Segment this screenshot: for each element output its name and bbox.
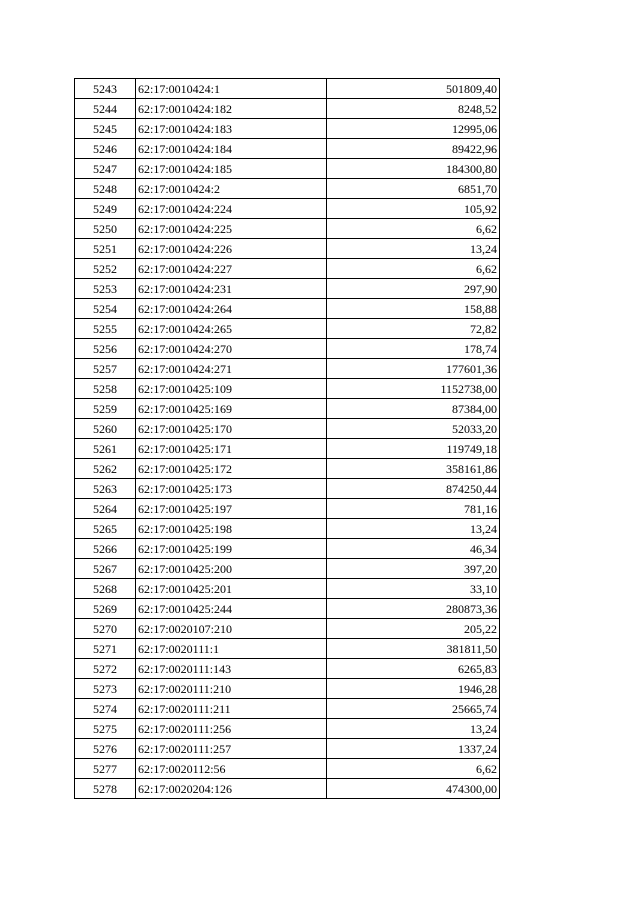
row-number-cell: 5274 <box>75 699 136 719</box>
value-cell: 89422,96 <box>327 139 500 159</box>
table-row <box>75 259 500 279</box>
row-number-cell: 5249 <box>75 199 136 219</box>
value-cell: 6,62 <box>327 759 500 779</box>
table-row <box>75 179 500 199</box>
cadastral-number-cell: 62:17:0010425:172 <box>136 459 327 479</box>
cadastral-number-cell: 62:17:0010424:225 <box>136 219 327 239</box>
cadastral-number-cell: 62:17:0010425:173 <box>136 479 327 499</box>
cadastral-number-cell: 62:17:0010425:198 <box>136 519 327 539</box>
cadastral-number-cell: 62:17:0020111:211 <box>136 699 327 719</box>
table-row <box>75 379 500 399</box>
cadastral-number-cell: 62:17:0020112:56 <box>136 759 327 779</box>
table-row <box>75 319 500 339</box>
table-row <box>75 539 500 559</box>
value-cell: 52033,20 <box>327 419 500 439</box>
row-number-cell: 5269 <box>75 599 136 619</box>
value-cell: 46,34 <box>327 539 500 559</box>
table-row <box>75 359 500 379</box>
row-number-cell: 5258 <box>75 379 136 399</box>
row-number-cell: 5265 <box>75 519 136 539</box>
row-number-cell: 5250 <box>75 219 136 239</box>
value-cell: 280873,36 <box>327 599 500 619</box>
value-cell: 1337,24 <box>327 739 500 759</box>
value-cell: 6851,70 <box>327 179 500 199</box>
row-number-cell: 5270 <box>75 619 136 639</box>
table-row <box>75 719 500 739</box>
cadastral-number-cell: 62:17:0010425:169 <box>136 399 327 419</box>
value-cell: 874250,44 <box>327 479 500 499</box>
table-row <box>75 519 500 539</box>
value-cell: 205,22 <box>327 619 500 639</box>
table-row <box>75 599 500 619</box>
cadastral-number-cell: 62:17:0010425:199 <box>136 539 327 559</box>
table-row <box>75 139 500 159</box>
value-cell: 25665,74 <box>327 699 500 719</box>
cadastral-number-cell: 62:17:0020107:210 <box>136 619 327 639</box>
table-row <box>75 439 500 459</box>
table-row <box>75 499 500 519</box>
cadastral-number-cell: 62:17:0010425:244 <box>136 599 327 619</box>
row-number-cell: 5248 <box>75 179 136 199</box>
cadastral-value-table <box>74 78 500 799</box>
table-row <box>75 559 500 579</box>
table-row <box>75 399 500 419</box>
table-row <box>75 159 500 179</box>
table-row <box>75 239 500 259</box>
cadastral-number-cell: 62:17:0010424:183 <box>136 119 327 139</box>
value-cell: 119749,18 <box>327 439 500 459</box>
cadastral-number-cell: 62:17:0020111:210 <box>136 679 327 699</box>
row-number-cell: 5246 <box>75 139 136 159</box>
row-number-cell: 5272 <box>75 659 136 679</box>
table-row <box>75 699 500 719</box>
cadastral-number-cell: 62:17:0010424:224 <box>136 199 327 219</box>
row-number-cell: 5266 <box>75 539 136 559</box>
value-cell: 781,16 <box>327 499 500 519</box>
table-row <box>75 419 500 439</box>
row-number-cell: 5251 <box>75 239 136 259</box>
row-number-cell: 5260 <box>75 419 136 439</box>
row-number-cell: 5243 <box>75 79 136 99</box>
cadastral-number-cell: 62:17:0020111:1 <box>136 639 327 659</box>
row-number-cell: 5267 <box>75 559 136 579</box>
cadastral-number-cell: 62:17:0010425:171 <box>136 439 327 459</box>
value-cell: 501809,40 <box>327 79 500 99</box>
cadastral-number-cell: 62:17:0020111:143 <box>136 659 327 679</box>
row-number-cell: 5256 <box>75 339 136 359</box>
cadastral-number-cell: 62:17:0010424:231 <box>136 279 327 299</box>
value-cell: 184300,80 <box>327 159 500 179</box>
value-cell: 177601,36 <box>327 359 500 379</box>
row-number-cell: 5273 <box>75 679 136 699</box>
row-number-cell: 5271 <box>75 639 136 659</box>
cadastral-number-cell: 62:17:0010424:264 <box>136 299 327 319</box>
row-number-cell: 5247 <box>75 159 136 179</box>
value-cell: 13,24 <box>327 719 500 739</box>
cadastral-number-cell: 62:17:0010424:271 <box>136 359 327 379</box>
table-row <box>75 639 500 659</box>
row-number-cell: 5254 <box>75 299 136 319</box>
row-number-cell: 5259 <box>75 399 136 419</box>
value-cell: 158,88 <box>327 299 500 319</box>
row-number-cell: 5244 <box>75 99 136 119</box>
table-row <box>75 219 500 239</box>
cadastral-number-cell: 62:17:0020204:126 <box>136 779 327 799</box>
value-cell: 1946,28 <box>327 679 500 699</box>
table-row <box>75 779 500 799</box>
cadastral-number-cell: 62:17:0020111:257 <box>136 739 327 759</box>
table-row <box>75 299 500 319</box>
value-cell: 72,82 <box>327 319 500 339</box>
table-row <box>75 119 500 139</box>
value-cell: 105,92 <box>327 199 500 219</box>
cadastral-number-cell: 62:17:0010424:2 <box>136 179 327 199</box>
row-number-cell: 5261 <box>75 439 136 459</box>
cadastral-number-cell: 62:17:0010424:182 <box>136 99 327 119</box>
value-cell: 12995,06 <box>327 119 500 139</box>
cadastral-number-cell: 62:17:0010424:184 <box>136 139 327 159</box>
value-cell: 381811,50 <box>327 639 500 659</box>
table-row <box>75 619 500 639</box>
table-row <box>75 199 500 219</box>
cadastral-number-cell: 62:17:0010425:170 <box>136 419 327 439</box>
table-body <box>75 79 500 799</box>
row-number-cell: 5275 <box>75 719 136 739</box>
value-cell: 8248,52 <box>327 99 500 119</box>
value-cell: 13,24 <box>327 519 500 539</box>
cadastral-number-cell: 62:17:0010424:1 <box>136 79 327 99</box>
value-cell: 6265,83 <box>327 659 500 679</box>
row-number-cell: 5245 <box>75 119 136 139</box>
cadastral-number-cell: 62:17:0010424:265 <box>136 319 327 339</box>
table-row <box>75 339 500 359</box>
value-cell: 178,74 <box>327 339 500 359</box>
cadastral-number-cell: 62:17:0010424:270 <box>136 339 327 359</box>
table-row <box>75 459 500 479</box>
cadastral-number-cell: 62:17:0010425:109 <box>136 379 327 399</box>
value-cell: 397,20 <box>327 559 500 579</box>
table-row <box>75 759 500 779</box>
value-cell: 474300,00 <box>327 779 500 799</box>
value-cell: 297,90 <box>327 279 500 299</box>
table-row <box>75 579 500 599</box>
row-number-cell: 5253 <box>75 279 136 299</box>
table-row <box>75 279 500 299</box>
value-cell: 33,10 <box>327 579 500 599</box>
cadastral-number-cell: 62:17:0010424:226 <box>136 239 327 259</box>
row-number-cell: 5264 <box>75 499 136 519</box>
cadastral-number-cell: 62:17:0020111:256 <box>136 719 327 739</box>
row-number-cell: 5257 <box>75 359 136 379</box>
row-number-cell: 5252 <box>75 259 136 279</box>
value-cell: 358161,86 <box>327 459 500 479</box>
table-row <box>75 739 500 759</box>
value-cell: 6,62 <box>327 219 500 239</box>
cadastral-number-cell: 62:17:0010424:227 <box>136 259 327 279</box>
value-cell: 6,62 <box>327 259 500 279</box>
row-number-cell: 5278 <box>75 779 136 799</box>
row-number-cell: 5262 <box>75 459 136 479</box>
table-row <box>75 99 500 119</box>
cadastral-number-cell: 62:17:0010424:185 <box>136 159 327 179</box>
table-row <box>75 679 500 699</box>
value-cell: 1152738,00 <box>327 379 500 399</box>
row-number-cell: 5276 <box>75 739 136 759</box>
row-number-cell: 5277 <box>75 759 136 779</box>
value-cell: 87384,00 <box>327 399 500 419</box>
cadastral-number-cell: 62:17:0010425:201 <box>136 579 327 599</box>
row-number-cell: 5263 <box>75 479 136 499</box>
cadastral-number-cell: 62:17:0010425:197 <box>136 499 327 519</box>
row-number-cell: 5255 <box>75 319 136 339</box>
table-row <box>75 79 500 99</box>
value-cell: 13,24 <box>327 239 500 259</box>
table-row <box>75 479 500 499</box>
row-number-cell: 5268 <box>75 579 136 599</box>
cadastral-number-cell: 62:17:0010425:200 <box>136 559 327 579</box>
table-row <box>75 659 500 679</box>
